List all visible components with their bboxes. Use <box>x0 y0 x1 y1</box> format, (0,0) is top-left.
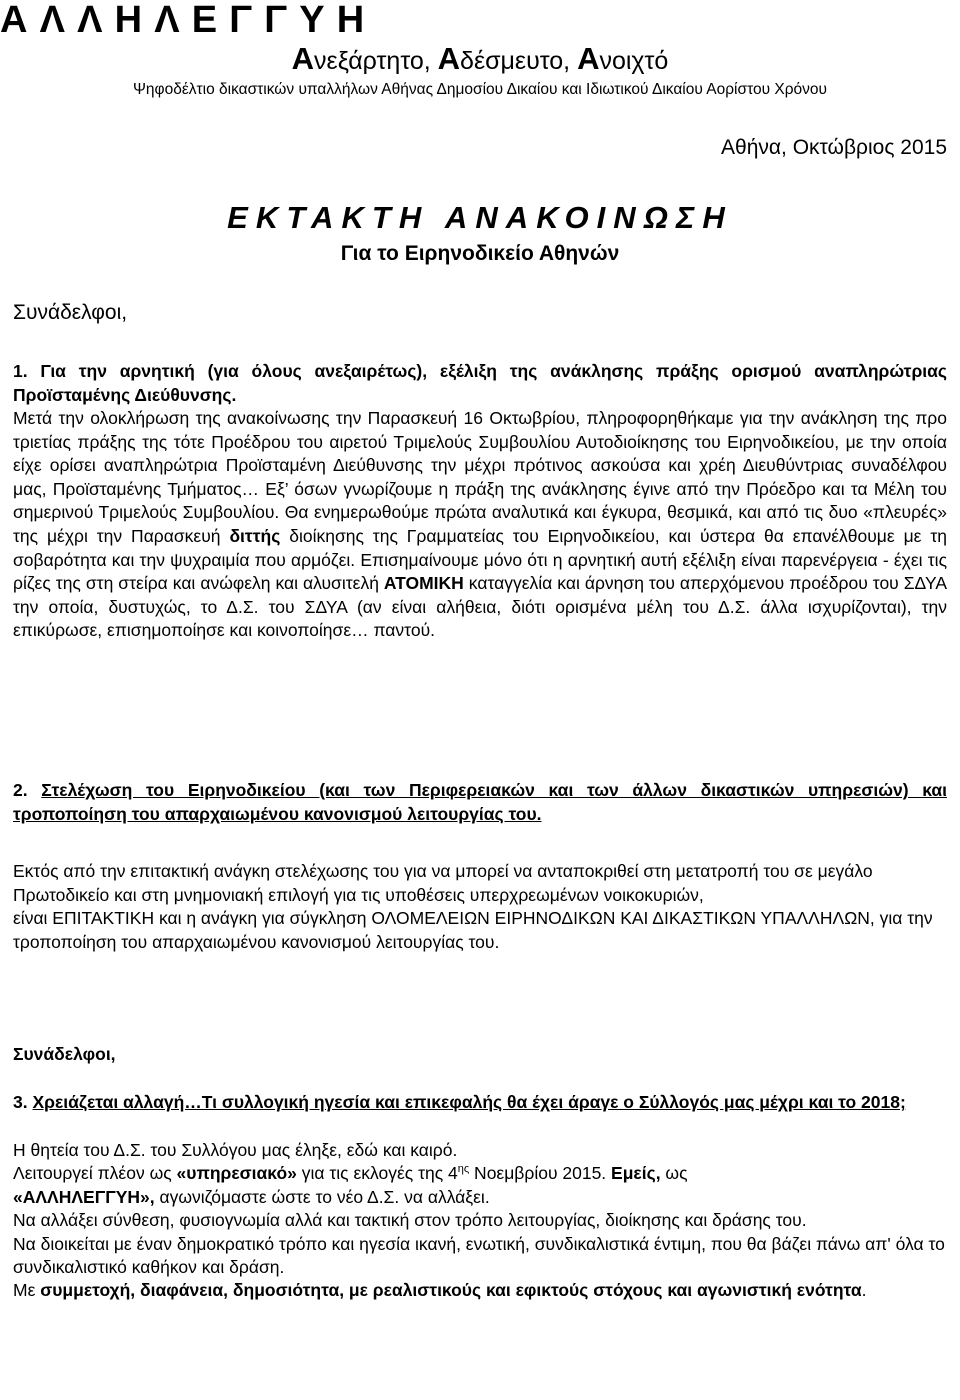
section-1-heading: 1. Για την αρνητική (για όλους ανεξαιρέτως), εξέλιξη της ανάκλησης πράξης ορισμού αναπληρώτριας Προϊσταμένης Διεύθυνσης. <box>13 361 947 405</box>
date-line: Αθήνα, Οκτώβριος 2015 <box>721 136 947 159</box>
heading-text: Χρειάζεται αλλαγή…Τι συλλογική ηγεσία και επικεφαλής θα έχει άραγε ο Σύλλογός μας μέχρι και το 2018; <box>32 1092 906 1112</box>
ballot-subtitle: Ψηφοδέλτιο δικαστικών υπαλλήλων Αθήνας Δημοσίου Δικαίου και Ιδιωτικού Δικαίου Αορίστου Χρόνου <box>132 81 827 98</box>
announcement-title: ΕΚΤΑΚΤΗ ΑΝΑΚΟΙΝΩΣΗ <box>227 200 733 235</box>
greeting-2: Συνάδελφοι, <box>13 1044 116 1064</box>
text-run: Με <box>13 1280 41 1301</box>
emphasis: διττής <box>229 525 281 546</box>
section-number: 2. <box>13 780 42 800</box>
motto-word: δέσμευτο, <box>460 47 578 75</box>
section-1 <box>13 359 947 643</box>
text-run: για τις εκλογές της 4 <box>296 1163 458 1184</box>
section-3-paragraph <box>13 1139 947 1303</box>
text-run: είναι ΕΠΙΤΑΚΤΙΚΗ και η ανάγκη για σύγκληση ΟΛΟΜΕΛΕΙΩΝ ΕΙΡΗΝΟΔΙΚΩΝ ΚΑΙ ΔΙΚΑΣΤΙΚΩΝ ΥΠΑΛΛΗΛΩΝ, για την τροποποίηση του απαρχαιωμένου κανονισμού λειτουργίας του. <box>13 908 933 952</box>
text-run: Να αλλάξει σύνθεση, φυσιογνωμία αλλά και τακτική στον τρόπο λειτουργίας, διοίκησης και δράσης του. <box>13 1210 807 1231</box>
text-run: Η θητεία του Δ.Σ. του Συλλόγου μας έληξε, εδώ και καιρό. <box>13 1140 458 1160</box>
motto-initial: Α <box>291 41 315 76</box>
emphasis: Εμείς, <box>611 1163 661 1184</box>
announcement-subtitle: Για το Ειρηνοδικείο Αθηνών <box>340 242 620 265</box>
section-3 <box>13 1090 947 1303</box>
motto-initial: Α <box>577 41 600 76</box>
emphasis: ΑΤΟΜΙΚΗ <box>383 573 464 594</box>
section-2-paragraph <box>13 860 947 954</box>
text-run: Λειτουργεί πλέον ως <box>13 1163 177 1184</box>
section-1-paragraph <box>13 407 947 643</box>
motto-word: νοιχτό <box>599 47 669 75</box>
text-run: αγωνιζόμαστε ώστε το νέο Δ.Σ. να αλλάξει. <box>154 1186 490 1207</box>
section-2 <box>13 778 947 954</box>
text-run: διοίκησης της Γραμματείας του Ειρηνοδικείου, και ύστερα θα επανέλθουμε με τη σοβαρότητα και την ψυχραιμία που αρμόζει. Επισημαίνουμε μόνο ότι η αρνητική αυτή εξέλιξη είναι παρενέργεια - έχει τις ρίζες της στη στείρα και ανώφελη και αλυσιτελή <box>13 525 948 594</box>
emphasis: «υπηρεσιακό» <box>176 1163 297 1184</box>
text-run: καταγγελία και άρνηση του απερχόμενου προέδρου του ΣΔΥΑ την οποία, δυστυχώς, το Δ.Σ. του ΣΔΥΑ (αν είναι αλήθεια, διότι ορισμένα μέλη του Δ.Σ. άλλα ισχυρίζονται), την επικύρωσε, επισημοποίησε και κοινοποίησε… παντού. <box>13 573 947 641</box>
text-run: Μετά την ολοκλήρωση της ανακοίνωσης την Παρασκευή 16 Οκτωβρίου, πληροφορηθήκαμε για την ανάκληση της προ τριετίας πράξης της τότε Προέδρου του αιρετού Τριμελούς Συμβουλίου Αυτοδιοίκησης του Ειρηνοδικείου, με την οποία είχε ορίσει αναπληρώτρια Προϊσταμένη Διεύθυνσης την μέχρι πρότινος ασκούσα και χρέη Διευθύντριας συναδέλφου μας, Προϊσταμένης Τμήματος… Εξ’ όσων γνωρίζουμε η πράξη της ανάκλησης έγινε από την Πρόεδρο και τα Μέλη του σημερινού Τριμελούς Συμβουλίου. Θα ενημερωθούμε πρώτα αναλυτικά και έγκυρα, θεσμικά, και από τις δυο «πλευρές» της μέχρι την Παρασκευή <box>13 408 947 546</box>
section-2-heading <box>13 778 947 826</box>
section-3-heading <box>13 1090 947 1114</box>
text-run: Εκτός από την επιτακτική ανάγκη στελέχωσης του για να μπορεί να ανταποκριθεί στη μετατροπή του σε μεγάλο Πρωτοδικείο και στη μνημονιακή επιλογή για τις υποθέσεις υπερχρεωμένων νοικοκυριών, <box>13 861 873 905</box>
text-run: Νοεμβρίου 2015. <box>469 1163 612 1184</box>
text-run: ως <box>660 1163 688 1184</box>
text-run: . <box>861 1280 867 1301</box>
motto <box>0 43 960 77</box>
motto-initial: Α <box>437 41 461 76</box>
section-number: 3. <box>13 1092 33 1112</box>
greeting: Συνάδελφοι, <box>13 301 128 324</box>
motto-word: νεξάρτητο, <box>314 47 438 75</box>
emphasis: συμμετοχή, διαφάνεια, δημοσιότητα, με ρεαλιστικούς και εφικτούς στόχους και αγωνιστική ενότητα <box>40 1280 862 1301</box>
superscript: ης <box>457 1163 470 1176</box>
heading-text: Στελέχωση του Ειρηνοδικείου (και των Περιφερειακών και των άλλων δικαστικών υπηρεσιών) και τροποποίηση του απαρχαιωμένου κανονισμού λειτουργίας του. <box>13 780 947 824</box>
brand-title: ΑΛΛΗΛΕΓΓΥΗ <box>0 0 377 41</box>
emphasis: «ΑΛΛΗΛΕΓΓΥΗ», <box>13 1186 155 1207</box>
text-run: Να διοικείται με έναν δημοκρατικό τρόπο και ηγεσία ικανή, ενωτική, συνδικαλιστικά έντιμη, που θα βάζει πάνω απ' όλα το συνδικαλιστικό καθήκον και δράση. <box>13 1233 945 1278</box>
